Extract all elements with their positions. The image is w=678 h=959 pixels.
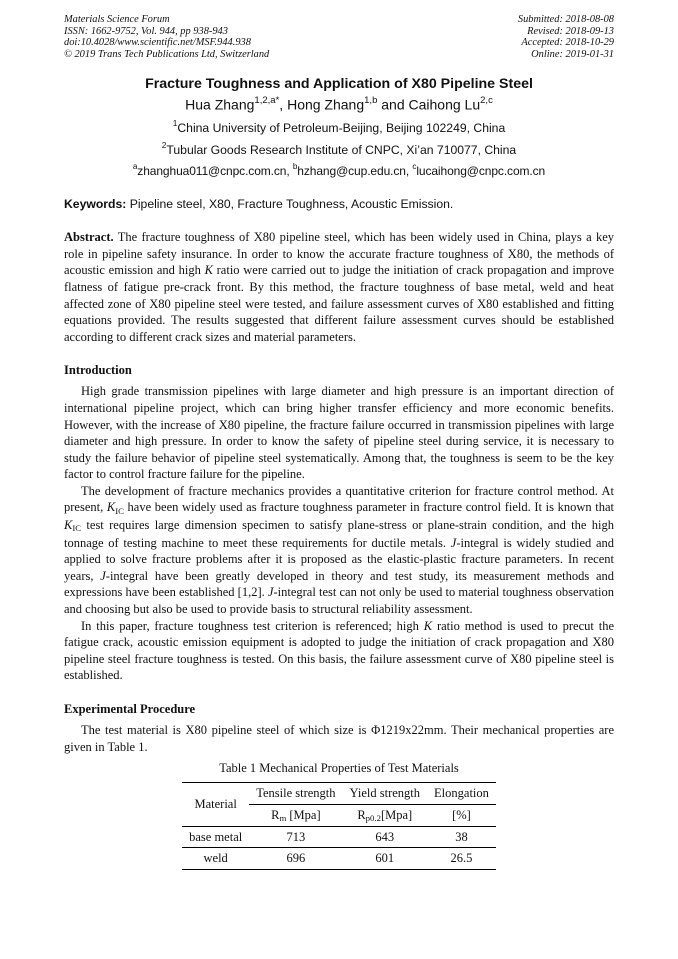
j-symbol: J	[450, 535, 457, 550]
section-heading-experimental: Experimental Procedure	[64, 702, 196, 716]
cell-yield: 643	[343, 827, 427, 848]
journal-issn: ISSN: 1662-9752, Vol. 944, pp 938-943	[64, 25, 228, 37]
affiliation	[64, 141, 614, 157]
unit-symbol: R	[357, 807, 366, 822]
paper-title: Fracture Toughness and Application of X80 Pipeline Steel	[145, 76, 533, 93]
para-text: -integral test can not only be used to material toughness observation and choosing but also be used to provide basis to structural reliability assessment.	[64, 585, 614, 617]
author-affil-mark: 1,2,a*	[254, 94, 280, 106]
keywords-label: Keywords:	[64, 197, 127, 212]
kic-symbol: K	[64, 518, 73, 533]
submission-dates	[518, 14, 614, 60]
table-row	[182, 848, 496, 869]
journal-name: Materials Science Forum	[64, 14, 170, 25]
email-link[interactable]: lucaihong@cnpc.com.cn	[416, 164, 546, 179]
affil-text: Tubular Goods Research Institute of CNPC, Xi’an 710077, China	[166, 143, 517, 158]
date-revised: Revised: 2018-09-13	[527, 25, 614, 37]
para-text: have been widely used as fracture toughness parameter in fracture control field. It is known that	[123, 500, 614, 515]
email-link[interactable]: hzhang@cup.edu.cn	[297, 164, 406, 179]
email-mark: a	[132, 161, 138, 171]
abstract	[64, 229, 614, 345]
header-material: Material	[182, 783, 249, 827]
cell-material: weld	[182, 848, 249, 869]
cell-tensile: 696	[249, 848, 342, 869]
intro-paragraph-2	[64, 483, 614, 618]
unit-subscript: m	[279, 812, 287, 823]
journal-info	[64, 14, 269, 60]
abstract-text: The fracture toughness of X80 pipeline steel, which has been widely used in China, plays a key role in pipeline safety insurance. In order to know the accurate fracture toughness of X80, the methods of acoustic emission and high	[64, 230, 614, 278]
table-header-row	[182, 783, 496, 804]
affil-text: China University of Petroleum-Beijing, Beijing 102249, China	[177, 121, 506, 136]
date-online: Online: 2019-01-31	[531, 48, 614, 60]
date-accepted: Accepted: 2018-10-29	[521, 37, 614, 49]
para-text: test requires large dimension specimen to satisfy plane-stress or plane-strain condition, and the high tonnage of testing machine to meet these requirements for ductile metals.	[64, 518, 614, 550]
cell-yield: 601	[343, 848, 427, 869]
email-separator: ,	[405, 164, 413, 179]
mechanical-properties-table	[182, 782, 496, 870]
para-text: -integral have been greatly developed in theory and test study, its measurement methods and expressions have been established [1,2].	[64, 568, 614, 600]
author-name: Hua Zhang	[185, 97, 255, 114]
unit-subscript: p0.2	[365, 812, 381, 823]
affil-mark: 1	[172, 117, 178, 128]
header-yield: Yield strength	[343, 783, 427, 804]
abstract-k-symbol: K	[204, 263, 213, 278]
kic-subscript: IC	[72, 523, 82, 534]
cell-elongation: 26.5	[427, 848, 496, 869]
abstract-text: ratio were carried out to judge the initiation of crack propagation and improve flatness of fatigue pre-crack front. By this method, the fracture toughness of base metal, weld and heat affected zone of X80 pipeline steel were tested, and failure assessment curves of X80 established and fitting equations provided. The results suggested that different failure assessment curves should be established according to different crack sizes and material parameters.	[64, 263, 614, 344]
affiliation	[64, 119, 614, 135]
email-mark: b	[292, 161, 298, 171]
unit-symbol: R	[271, 807, 280, 822]
unit-text: [Mpa]	[380, 807, 413, 822]
author-name: Hong Zhang	[287, 97, 365, 114]
section-heading-introduction: Introduction	[64, 363, 132, 378]
header-tensile: Tensile strength	[249, 783, 342, 804]
unit-yield	[343, 804, 427, 826]
table-caption: Table 1 Mechanical Properties of Test Materials	[219, 761, 459, 776]
date-submitted: Submitted: 2018-08-08	[517, 14, 614, 25]
author-separator: and	[377, 97, 409, 114]
intro-paragraph-1: High grade transmission pipelines with large diameter and high pressure is an important direction of international pipeline project, which can bring higher transfer efficiency and more economic benefits. However, with the increase of X80 pipeline, the fracture failure occurred in transmission pipelines with large diameter and high pressure. In order to know the safety of pipeline steel during service, it is necessary to study the failure behavior of pipeline steel systematically. Among that, the toughness is seem to be the key factor to control fracture failure for the pipeline.	[64, 384, 614, 482]
unit-elongation: [%]	[427, 804, 496, 826]
journal-doi: doi:10.4028/www.scientific.net/MSF.944.938	[64, 37, 251, 49]
keywords-text: Pipeline steel, X80, Fracture Toughness, Acoustic Emission.	[126, 197, 454, 212]
author-affil-mark: 1,b	[364, 94, 378, 106]
intro-paragraph-3	[64, 618, 614, 684]
email-link[interactable]: zhanghua011@cnpc.com.cn	[137, 164, 287, 179]
affil-mark: 2	[161, 139, 167, 150]
para-text: The development of fracture mechanics provides a quantitative criterion for fracture control method. At present,	[64, 483, 614, 515]
cell-tensile: 713	[249, 827, 342, 848]
author-list	[64, 96, 614, 113]
email-mark: c	[412, 161, 417, 171]
journal-header	[64, 14, 614, 60]
author-name: Caihong Lu	[408, 97, 481, 114]
abstract-label: Abstract.	[64, 230, 114, 245]
k-symbol: K	[423, 618, 433, 633]
para-text: -integral is widely studied and applied to solve fracture problems after it is proposed as the elastic-plastic fracture parameters. In recent years,	[64, 535, 615, 583]
experimental-paragraph-1: The test material is X80 pipeline steel of which size is Φ1219x22mm. Their mechanical properties are given in Table 1.	[64, 723, 614, 754]
cell-elongation: 38	[427, 827, 496, 848]
keywords	[64, 197, 614, 211]
cell-material: base metal	[182, 827, 249, 848]
para-text: In this paper, fracture toughness test criterion is referenced; high	[81, 618, 424, 633]
table-row	[182, 827, 496, 848]
j-symbol: J	[100, 568, 106, 583]
email-separator: ,	[286, 164, 293, 179]
j-symbol: J	[267, 585, 274, 600]
header-elongation: Elongation	[427, 783, 496, 804]
author-emails	[64, 163, 614, 178]
unit-tensile	[249, 804, 342, 826]
para-text: ratio method is used to precut the fatigue crack, acoustic emission equipment is adopted to judge the initiation of crack propagation and X80 pipeline steel fracture toughness is tested. On this basis, the failure assessment curve of X80 pipeline steel is established.	[64, 618, 614, 683]
author-separator: ,	[279, 97, 288, 114]
journal-copyright: © 2019 Trans Tech Publications Ltd, Switzerland	[64, 48, 270, 60]
kic-subscript: IC	[115, 505, 124, 516]
kic-symbol: K	[106, 500, 116, 515]
author-affil-mark: 2,c	[480, 94, 493, 106]
unit-text: [Mpa]	[286, 807, 321, 822]
paper-page	[64, 14, 614, 870]
